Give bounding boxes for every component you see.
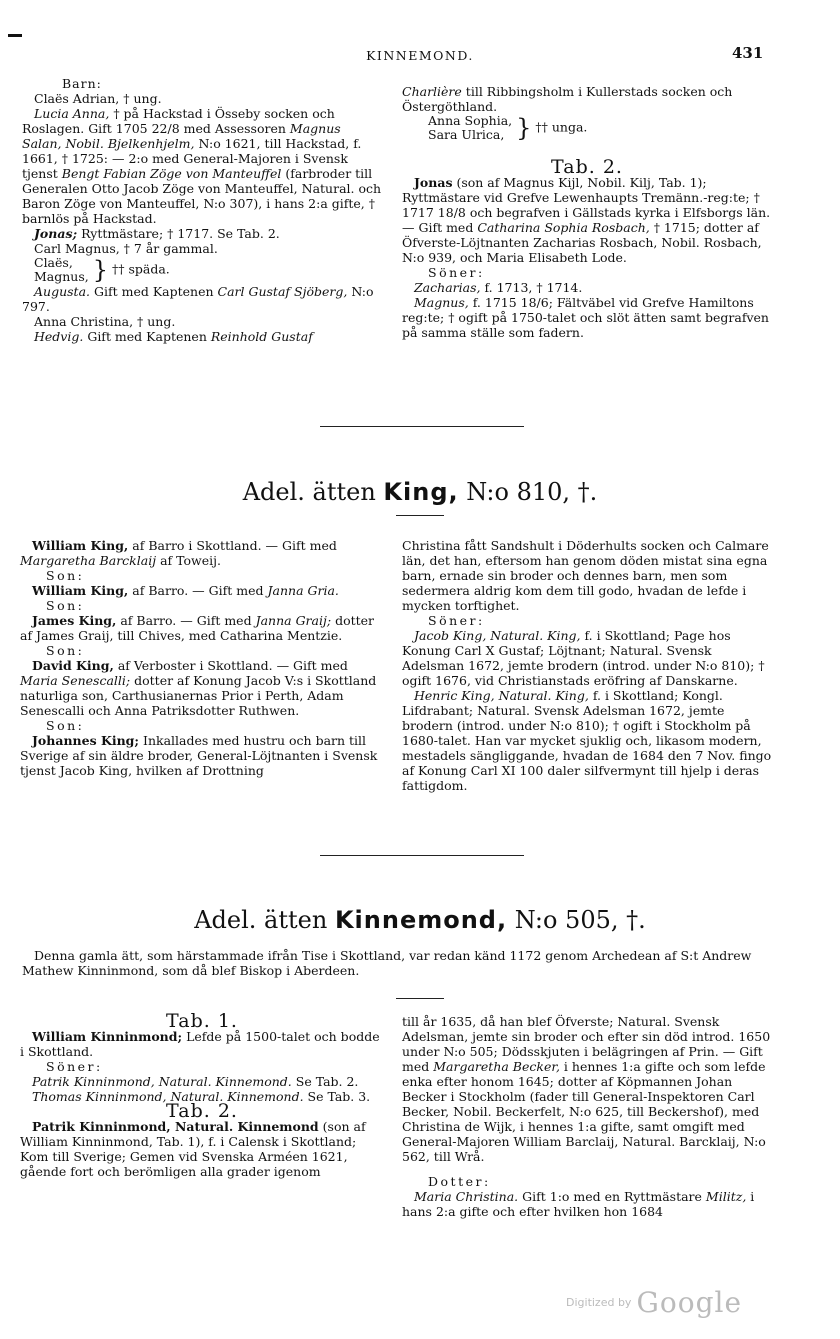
entry-augusta: Augusta. Gift med Kaptenen Carl Gustaf Sjöberg, N:o 797. bbox=[22, 284, 374, 314]
entry-william-king-2: William King, af Barro. — Gift med Janna Gria. bbox=[32, 583, 339, 598]
son-label: Son: bbox=[46, 598, 85, 613]
entry-hedvig: Hedvig. Gift med Kaptenen Reinhold Gustaf bbox=[34, 329, 313, 344]
entry-patrik-ref: Patrik Kinninmond, Natural. Kinnemond. Se Tab. 2. bbox=[32, 1074, 359, 1089]
king-continued-text: Christina fått Sandshult i Döderhults socken och Calmare län, det han, eftersom han genom döden mistat sina egna barn, ernade sin broder och dennes barn, men som sedermera aldrig kom dem till godo, hvadan de lefde i mycken torftighet. bbox=[402, 538, 769, 613]
entry-zacharias: Zacharias, f. 1713, † 1714. bbox=[414, 280, 583, 295]
tab-heading: Tab. 2. bbox=[551, 156, 623, 178]
entry-jonas: Jonas; Ryttmästare; † 1717. Se Tab. 2. bbox=[34, 226, 280, 241]
kinnemond-left-column bbox=[20, 1010, 384, 1179]
entry-henric-king: Henric King, Natural. King, f. i Skottland; Kongl. Lifdrabant; Natural. Svensk Adelsman 1672, jemte brodern (introd. under N:o 810); † ogift i Stockholm på 1680-talet. Han var mycket sjuklig och, likasom modern, mestadels sängliggande, hvadan de 1684 den 7 Nov. fingo af Konung Carl XI 100 daler silfvermynt till hjelp i deras fattigdom. bbox=[402, 688, 772, 793]
entry-maria-christina: Maria Christina. Gift 1:o med en Ryttmästare Militz, i hans 2:a gifte och efter hvilken hon 1684 bbox=[402, 1189, 755, 1219]
entry-claes-magnus: Claës, Magnus, } †† späda. bbox=[34, 255, 170, 284]
heading-rule bbox=[396, 998, 444, 999]
kinnemond-right-column bbox=[402, 1014, 772, 1219]
google-logo: Google bbox=[636, 1286, 743, 1319]
entry-johannes-king: Johannes King; Inkallades med hustru och barn till Sverige af sin äldre broder, General-Löjtnanten i Svensk tjenst Jacob King, hvilken af Drottning bbox=[20, 733, 378, 778]
king-heading: Adel. ätten King, N:o 810, †. bbox=[242, 478, 598, 506]
tab-heading: Tab. 1. bbox=[166, 1010, 238, 1032]
kinnemond-heading: Adel. ätten Kinnemond, N:o 505, †. bbox=[194, 906, 646, 934]
google-watermark: Digitized by Google bbox=[566, 1286, 743, 1319]
entry-anna-sara: Anna Sophia, Sara Ulrica, } †† unga. bbox=[428, 113, 588, 142]
entry-charliere: Charlière till Ribbingsholm i Kullerstads socken och Östergöthland. bbox=[402, 84, 733, 114]
entry-anna-christina: Anna Christina, † ung. bbox=[34, 314, 176, 329]
dotter-label: Dotter: bbox=[428, 1174, 491, 1189]
entry-magnus: Magnus, f. 1715 18/6; Fältväbel vid Grefve Hamiltons reg:te; † ogift på 1750-talet och slöt ätten samt begrafven på samma ställe som fadern. bbox=[402, 295, 769, 340]
entry-thomas-ref: Thomas Kinninmond, Natural. Kinnemond. Se Tab. 3. bbox=[32, 1089, 371, 1104]
son-label: Son: bbox=[46, 643, 85, 658]
heading-rule bbox=[396, 515, 444, 516]
section-divider bbox=[320, 426, 524, 427]
top-left-column bbox=[22, 76, 384, 344]
entry-william-kinninmond: William Kinninmond; Lefde på 1500-talet och bodde i Skottland. bbox=[20, 1029, 380, 1059]
kinnemond-intro: Denna gamla ätt, som härstammade ifrån Tise i Skottland, var redan känd 1172 genom Archedean af S:t Andrew Mathew Kinninmond, som då blef Biskop i Aberdeen. bbox=[22, 948, 752, 978]
top-right-column bbox=[402, 84, 772, 340]
son-label: Son: bbox=[46, 718, 85, 733]
entry-lucia: Lucia Anna, † på Hackstad i Össeby socken och Roslagen. Gift 1705 22/8 med Assessoren Magnus Salan, Nobil. Bjelkenhjelm, N:o 1621, till Hackstad, f. 1661, † 1725: — 2:o med General-Majoren i Svensk tjenst Bengt Fabian Zöge von Manteuffel (farbroder till Generalen Otto Jacob Zöge von Manteuffel, Natural. och Baron Zöge von Manteuffel, N:o 307), i hans 2:a gifte, † barnlös på Hackstad. bbox=[22, 106, 382, 226]
entry-jacob-king: Jacob King, Natural. King, f. i Skottland; Page hos Konung Carl X Gustaf; Löjtnant; Natural. Svensk Adelsman 1672, jemte brodern (introd. under N:o 810); † ogift 1676, vid Christianstads eröfring af Danskarne. bbox=[402, 628, 765, 688]
king-right-column bbox=[402, 538, 772, 793]
entry-david-king: David King, af Verboster i Skottland. — Gift med Maria Senescalli; dotter af Konung Jacob V:s i Skottland naturliga son, Carthusianernas Prior i Perth, Adam Senescalli och Anna Patriksdotter Ruthwen. bbox=[20, 658, 377, 718]
entry-jonas-kijl: Jonas (son af Magnus Kijl, Nobil. Kilj, Tab. 1); Ryttmästare vid Grefve Lewenhaupts Tremänn.-reg:te; † 1717 18/8 och begrafven i Gällstads kyrka i Elfsborgs län. — Gift med Catharina Sophia Rosbach, † 1715; dotter af Öfverste-Löjtnanten Zacharias Rosbach, Nobil. Rosbach, N:o 939, och Maria Elisabeth Lode. bbox=[402, 175, 771, 265]
margin-mark bbox=[8, 34, 22, 37]
soner-label: Söner: bbox=[46, 1059, 103, 1074]
kinnemond-continued-text: till år 1635, då han blef Öfverste; Natural. Svensk Adelsman, jemte sin broder och efter sin död introd. 1650 under N:o 505; Dödsskjuten i belägringen af Prin. — Gift med Margaretha Becker, i hennes 1:a gifte och som lefde enka efter honom 1645; dotter af Köpmannen Johan Becker i Stockholm (fader till General-Inspektoren Carl Becker, Nobil. Beckerfelt, N:o 625, till Beckershof), med Christina de Wijk, i hennes 1:a gifte, samt omgift med General-Majoren William Barclaij, Natural. Barcklaij, N:o 562, till Wrå. bbox=[402, 1014, 771, 1164]
entry-claes-adrian: Claës Adrian, † ung. bbox=[34, 91, 162, 106]
soner-label: Söner: bbox=[428, 265, 485, 280]
tab-heading: Tab. 2. bbox=[166, 1100, 238, 1122]
king-left-column bbox=[20, 538, 384, 778]
entry-carl-magnus: Carl Magnus, † 7 år gammal. bbox=[34, 241, 218, 256]
page-number: 431 bbox=[732, 44, 764, 62]
section-divider bbox=[320, 855, 524, 856]
soner-label: Söner: bbox=[428, 613, 485, 628]
entry-james-king: James King, af Barro. — Gift med Janna Graij; dotter af James Graij, till Chives, med Catharina Mentzie. bbox=[20, 613, 375, 643]
son-label: Son: bbox=[46, 568, 85, 583]
running-header: KINNEMOND. bbox=[366, 48, 474, 63]
entry-william-king-1: William King, af Barro i Skottland. — Gift med Margaretha Barcklaij af Toweij. bbox=[20, 538, 337, 568]
entry-patrik-kinninmond: Patrik Kinninmond, Natural. Kinnemond (son af William Kinninmond, Tab. 1), f. i Calensk i Skottland; Kom till Sverige; Gemen vid Svenska Arméen 1621, gående fort och berömligen alla grader igenom bbox=[20, 1119, 366, 1179]
barn-label: Barn: bbox=[62, 76, 102, 91]
